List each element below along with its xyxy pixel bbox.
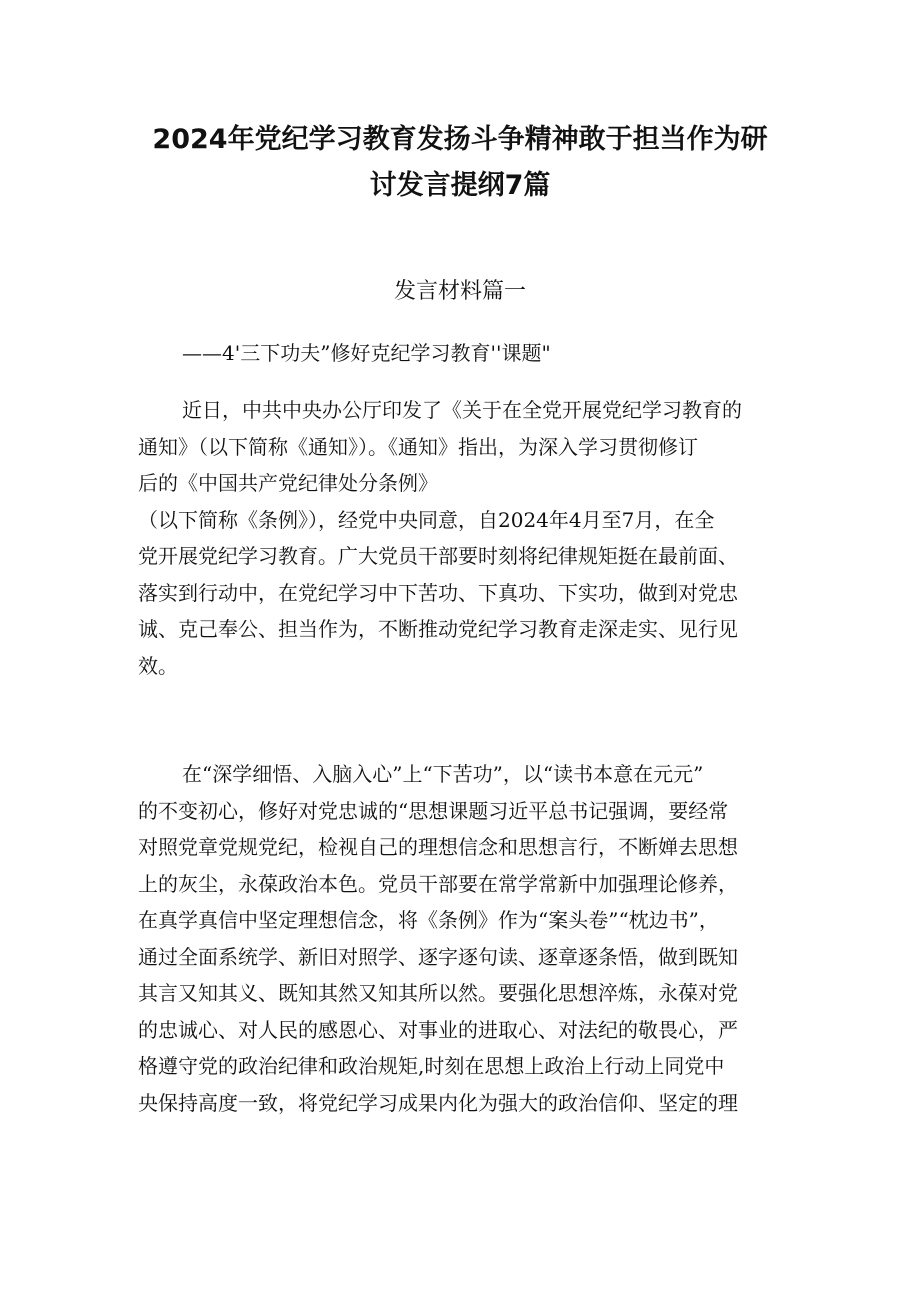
paragraph-line: （以下简称《条例》），经党中央同意，自2024年4月至7月，在全 [138, 507, 715, 532]
paragraph-line: 党开展党纪学习教育。广大党员干部要时刻将纪律规矩挺在最前面、 [138, 544, 738, 568]
paragraph-line: 在“深学细悟、入脑入心”上“下苦功”，以“读书本意在元元” [182, 762, 704, 786]
paragraph-line: 的不变初心，修好对党忠诚的“思想课题习近平总书记强调，要经常 [138, 798, 729, 823]
section-subtitle: ——4'三下功夫”修好克纪学习教育''课题" [182, 341, 551, 365]
paragraph-2 [138, 756, 798, 1121]
paragraph-line: 通过全面系统学、新旧对照学、逐字逐句读、逐章逐条悟，做到既知 [138, 944, 738, 969]
paragraph-line: 的忠诚心、对人民的感恩心、对事业的进取心、对法纪的敬畏心，严 [138, 1017, 738, 1042]
section-heading: 发言材料篇一 [393, 279, 526, 304]
paragraph-line: 在真学真信中坚定理想信念，将《条例》作为“案头卷”“枕边书”， [138, 908, 719, 932]
paragraph-line: 其言又知其义、既知其然又知其所以然。要强化思想淬炼，永葆对党 [138, 981, 738, 1005]
document-title [0, 117, 920, 209]
paragraph-line: 效。 [138, 653, 178, 678]
paragraph-1 [138, 392, 798, 684]
title-line-2: 讨发言提纲7篇 [369, 170, 551, 201]
paragraph-line: 通知》（以下简称《通知》）。《通知》指出，为深入学习贯彻修订 [138, 434, 698, 459]
title-line-1: 2024年党纪学习教育发扬斗争精神敢于担当作为研 [152, 124, 768, 155]
paragraph-line: 上的灰尘，永葆政治本色。党员干部要在常学常新中加强理论修养， [138, 871, 738, 896]
paragraph-line: 后的《中国共产党纪律处分条例》 [138, 471, 438, 495]
paragraph-line: 近日，中共中央办公厅印发了《关于在全党开展党纪学习教育的 [182, 398, 742, 422]
paragraph-line: 央保持高度一致，将党纪学习成果内化为强大的政治信仰、坚定的理 [138, 1090, 738, 1115]
paragraph-line: 诚、克己奉公、担当作为，不断推动党纪学习教育走深走实、见行见 [138, 617, 738, 641]
paragraph-line: 对照党章党规党纪，检视自己的理想信念和思想言行，不断婵去思想 [138, 835, 738, 859]
paragraph-line: 落实到行动中，在党纪学习中下苦功、下真功、下实功，做到对党忠 [138, 580, 738, 605]
paragraph-line: 格遵守党的政治纪律和政治规矩,时刻在思想上政治上行动上同党中 [138, 1054, 725, 1078]
